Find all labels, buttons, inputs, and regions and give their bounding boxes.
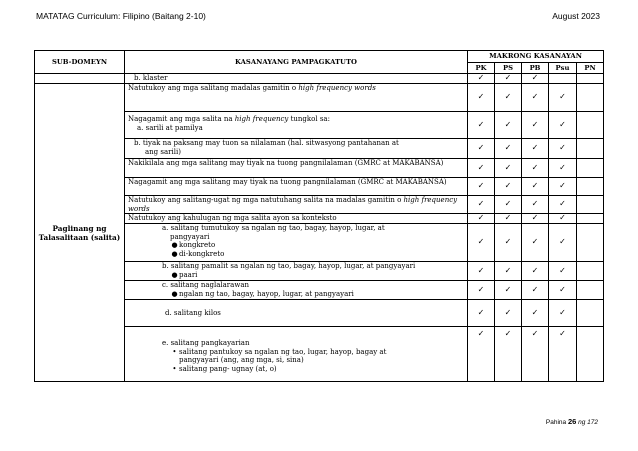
competency-row: c. salitang naglalarawan ●ngalan ng tao, bagay, hayop, lugar, at pangyayari bbox=[125, 281, 468, 300]
check-mark: ✓ bbox=[522, 139, 549, 159]
competency-row: b. tiyak na paksang may tuon sa nilalaman (hal. sitwasyong pantahanan at ang sarili) bbox=[125, 139, 468, 159]
competency-row: b. klaster bbox=[125, 74, 468, 84]
check-mark: ✓ bbox=[495, 281, 522, 300]
page-number: Pahina 26 ng 172 bbox=[545, 417, 598, 426]
check-mark: ✓ bbox=[468, 74, 495, 84]
check-mark: ✓ bbox=[522, 262, 549, 281]
competency-row: Natutukoy ang salitang-ugat ng mga natutuhang salita na madalas gamitin o high frequency words bbox=[125, 196, 468, 214]
empty-cell bbox=[577, 214, 604, 224]
check-mark: ✓ bbox=[549, 281, 577, 300]
check-mark: ✓ bbox=[495, 112, 522, 139]
check-mark: ✓ bbox=[549, 214, 577, 224]
check-mark: ✓ bbox=[468, 327, 495, 382]
check-mark: ✓ bbox=[522, 196, 549, 214]
subdomain-label: Paglinang ng Talasalitaan (salita) bbox=[35, 84, 125, 382]
check-mark: ✓ bbox=[549, 327, 577, 382]
curriculum-table bbox=[34, 50, 604, 382]
empty-cell bbox=[577, 139, 604, 159]
check-mark: ✓ bbox=[468, 84, 495, 112]
empty-cell bbox=[549, 74, 577, 84]
col-header-ps: PS bbox=[495, 63, 522, 74]
check-mark: ✓ bbox=[522, 159, 549, 178]
empty-cell bbox=[577, 196, 604, 214]
empty-cell bbox=[577, 84, 604, 112]
check-mark: ✓ bbox=[549, 224, 577, 262]
col-header-pn: PN bbox=[577, 63, 604, 74]
check-mark: ✓ bbox=[549, 300, 577, 327]
competency-row: Nakikilala ang mga salitang may tiyak na tuong pangnilalaman (GMRC at MAKABANSA) bbox=[125, 159, 468, 178]
empty-cell bbox=[577, 224, 604, 262]
col-header-psu: Psu bbox=[549, 63, 577, 74]
empty-cell bbox=[577, 262, 604, 281]
check-mark: ✓ bbox=[522, 178, 549, 196]
check-mark: ✓ bbox=[495, 262, 522, 281]
check-mark: ✓ bbox=[495, 327, 522, 382]
check-mark: ✓ bbox=[495, 139, 522, 159]
col-header-kasanayan: KASANAYANG PAMPAGKATUTO bbox=[125, 51, 468, 74]
subdomain-cell-empty bbox=[35, 74, 125, 84]
check-mark: ✓ bbox=[522, 224, 549, 262]
check-mark: ✓ bbox=[468, 178, 495, 196]
check-mark: ✓ bbox=[495, 214, 522, 224]
empty-cell bbox=[577, 327, 604, 382]
check-mark: ✓ bbox=[495, 74, 522, 84]
check-mark: ✓ bbox=[522, 214, 549, 224]
check-mark: ✓ bbox=[522, 112, 549, 139]
check-mark: ✓ bbox=[468, 300, 495, 327]
check-mark: ✓ bbox=[495, 224, 522, 262]
empty-cell bbox=[577, 74, 604, 84]
competency-row: d. salitang kilos bbox=[125, 300, 468, 327]
col-header-pb: PB bbox=[522, 63, 549, 74]
check-mark: ✓ bbox=[549, 196, 577, 214]
empty-cell bbox=[577, 159, 604, 178]
header-date: August 2023 bbox=[552, 11, 600, 21]
empty-cell bbox=[577, 112, 604, 139]
competency-row: Natutukoy ang mga salitang madalas gamitin o high frequency words bbox=[125, 84, 468, 112]
empty-cell bbox=[577, 300, 604, 327]
check-mark: ✓ bbox=[468, 139, 495, 159]
col-header-subdomain: SUB-DOMEYN bbox=[35, 51, 125, 74]
check-mark: ✓ bbox=[549, 262, 577, 281]
check-mark: ✓ bbox=[549, 178, 577, 196]
check-mark: ✓ bbox=[522, 84, 549, 112]
competency-row: a. salitang tumutukoy sa ngalan ng tao, bagay, hayop, lugar, at pangyayari ●kongkreto ●di-kongkreto bbox=[125, 224, 468, 262]
competency-row: Nagagamit ang mga salitang may tiyak na tuong pangnilalaman (GMRC at MAKABANSA) bbox=[125, 178, 468, 196]
check-mark: ✓ bbox=[495, 84, 522, 112]
check-mark: ✓ bbox=[522, 300, 549, 327]
col-header-makrong-kasanayan: MAKRONG KASANAYAN bbox=[468, 51, 604, 63]
check-mark: ✓ bbox=[468, 281, 495, 300]
competency-row: Nagagamit ang mga salita na high frequency tungkol sa: a. sarili at pamilya bbox=[125, 112, 468, 139]
check-mark: ✓ bbox=[468, 214, 495, 224]
competency-row: b. salitang pamalit sa ngalan ng tao, bagay, hayop, lugar, at pangyayari ●paari bbox=[125, 262, 468, 281]
check-mark: ✓ bbox=[549, 139, 577, 159]
check-mark: ✓ bbox=[495, 178, 522, 196]
competency-row: Natutukoy ang kahulugan ng mga salita ayon sa konteksto bbox=[125, 214, 468, 224]
check-mark: ✓ bbox=[522, 74, 549, 84]
check-mark: ✓ bbox=[468, 224, 495, 262]
check-mark: ✓ bbox=[522, 327, 549, 382]
empty-cell bbox=[577, 281, 604, 300]
check-mark: ✓ bbox=[549, 84, 577, 112]
check-mark: ✓ bbox=[468, 196, 495, 214]
col-header-pk: PK bbox=[468, 63, 495, 74]
header-curriculum-title: MATATAG Curriculum: Filipino (Baitang 2-10) bbox=[36, 11, 206, 21]
check-mark: ✓ bbox=[495, 300, 522, 327]
check-mark: ✓ bbox=[549, 112, 577, 139]
check-mark: ✓ bbox=[549, 159, 577, 178]
check-mark: ✓ bbox=[495, 159, 522, 178]
check-mark: ✓ bbox=[468, 159, 495, 178]
check-mark: ✓ bbox=[468, 112, 495, 139]
check-mark: ✓ bbox=[522, 281, 549, 300]
check-mark: ✓ bbox=[468, 262, 495, 281]
competency-row: e. salitang pangkayarian • salitang pantukoy sa ngalan ng tao, lugar, hayop, bagay at pangyayari (ang, ang mga, si, sina) • salitang pang- ugnay (at, o) bbox=[125, 327, 468, 382]
check-mark: ✓ bbox=[495, 196, 522, 214]
empty-cell bbox=[577, 178, 604, 196]
